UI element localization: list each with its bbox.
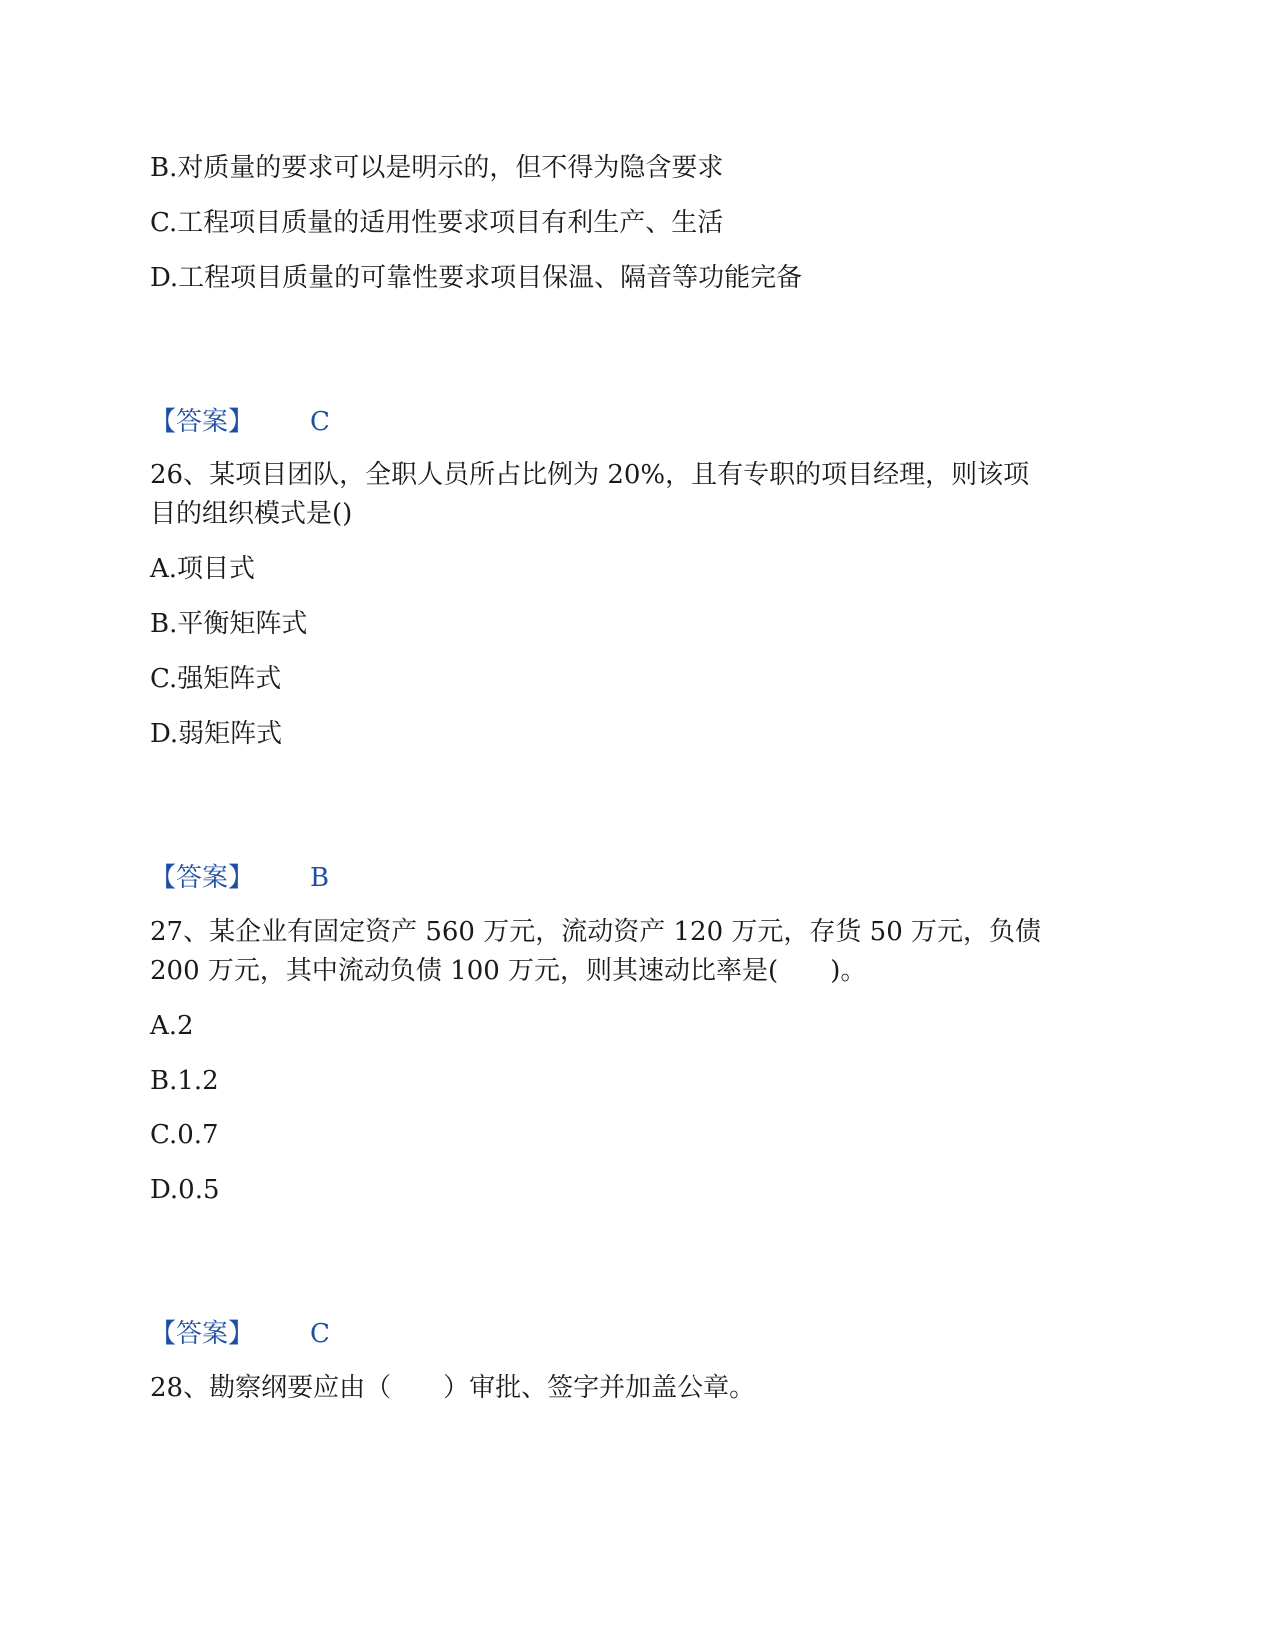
q27-answer (150, 1314, 330, 1354)
answer-value: C (310, 1319, 330, 1349)
answer-label: 【答案】 (150, 1319, 255, 1349)
q26-stem-line-2: 目的组织模式是() (150, 499, 353, 529)
answer-label: 【答案】 (150, 407, 255, 437)
q27-option-c: C.0.7 (150, 1120, 219, 1150)
answer-label: 【答案】 (150, 863, 255, 893)
q27-option-d: D.0.5 (150, 1175, 220, 1205)
q26-option-b: B.平衡矩阵式 (150, 609, 308, 639)
answer-value: C (310, 407, 330, 437)
q25-option-d: D.工程项目质量的可靠性要求项目保温、隔音等功能完备 (150, 263, 803, 293)
q26-stem-line-1: 26、某项目团队，全职人员所占比例为 20%，且有专职的项目经理，则该项 (150, 460, 1030, 490)
q26-option-d: D.弱矩阵式 (150, 719, 283, 749)
q27-option-b: B.1.2 (150, 1066, 219, 1096)
q25-answer (150, 402, 330, 442)
q28-stem-line-1: 28、勘察纲要应由（ ）审批、签字并加盖公章。 (150, 1373, 756, 1403)
q26-option-c: C.强矩阵式 (150, 664, 282, 694)
q27-stem-line-2: 200 万元，其中流动负债 100 万元，则其速动比率是( )。 (150, 956, 867, 986)
q26-option-a: A.项目式 (150, 554, 256, 584)
q25-option-c: C.工程项目质量的适用性要求项目有利生产、生活 (150, 208, 724, 238)
q27-option-a: A.2 (150, 1011, 194, 1041)
q25-option-b: B.对质量的要求可以是明示的，但不得为隐含要求 (150, 153, 724, 183)
q27-stem-line-1: 27、某企业有固定资产 560 万元，流动资产 120 万元，存货 50 万元，负债 (150, 917, 1042, 947)
q26-answer (150, 858, 329, 898)
answer-value: B (310, 863, 330, 893)
